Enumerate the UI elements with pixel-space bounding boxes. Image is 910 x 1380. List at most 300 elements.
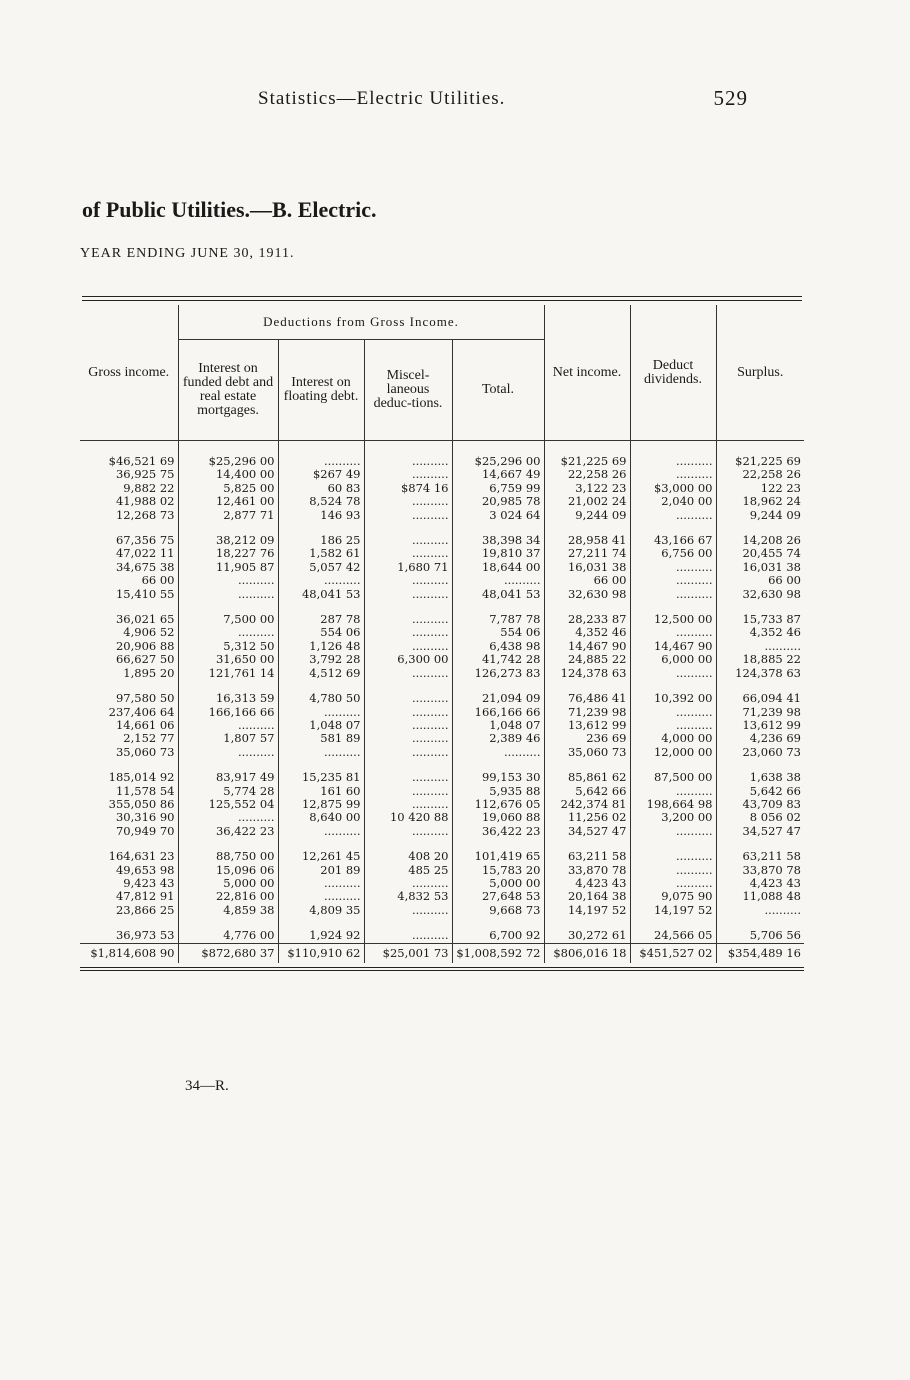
table-row	[80, 692, 804, 705]
table-cell: ..........	[364, 771, 452, 784]
table-cell: ..........	[364, 719, 452, 732]
table-row	[80, 561, 804, 574]
table-cell: ..........	[630, 588, 716, 601]
table-cell: 71,239 98	[742, 704, 801, 719]
table-cell: 4,000 00	[630, 732, 716, 745]
table-cell: ..........	[178, 811, 278, 824]
top-rule-1	[82, 296, 802, 297]
table-row	[80, 904, 804, 917]
col-header-1: Interest on funded debt and real estate mortgages.	[178, 340, 278, 441]
total-cell: $806,016 18	[544, 943, 630, 963]
table-row	[80, 732, 804, 745]
table-cell: ..........	[364, 640, 452, 653]
table-row	[80, 877, 804, 890]
table-cell: 4,236 69	[749, 731, 801, 746]
table-cell: 71,239 98	[544, 706, 630, 719]
table-cell: 4,832 53	[364, 890, 452, 903]
table-cell: ..........	[364, 441, 452, 469]
table-cell: 28,958 41	[544, 534, 630, 547]
table-cell: 8,524 78	[278, 495, 364, 508]
table-cell: 34,675 38	[80, 561, 178, 574]
table-cell: ..........	[364, 929, 452, 943]
table-cell: 166,166 66	[178, 706, 278, 719]
table-cell: ..........	[178, 626, 278, 639]
table-cell: 1,895 20	[80, 667, 178, 680]
table-cell: 85,861 62	[544, 771, 630, 784]
table-row	[80, 509, 804, 522]
table-cell: 99,153 30	[452, 771, 544, 784]
table-cell: ..........	[278, 877, 364, 890]
total-cell: $1,008,592 72	[452, 943, 544, 963]
table-row	[80, 640, 804, 653]
table-cell: 6,300 00	[364, 653, 452, 666]
table-cell: 66 00	[544, 574, 630, 587]
table-cell: 15,096 06	[178, 864, 278, 877]
table-cell: 66,627 50	[80, 653, 178, 666]
table-cell: ..........	[178, 719, 278, 732]
table-cell: ..........	[630, 561, 716, 574]
table-cell: 2,877 71	[178, 509, 278, 522]
year-line: YEAR ENDING JUNE 30, 1911.	[80, 246, 295, 261]
total-cell: $354,489 16	[716, 943, 804, 963]
table-cell: ..........	[764, 902, 801, 917]
table-cell: 14,667 49	[452, 468, 544, 481]
table-cell: 66 00	[768, 573, 801, 588]
table-row	[80, 534, 804, 547]
table-row	[80, 468, 804, 481]
statistics-table	[80, 305, 804, 963]
bottom-rule-2	[80, 970, 804, 971]
table-cell: ..........	[364, 904, 452, 917]
table-cell: 16,031 38	[742, 559, 801, 574]
table-cell: 33,870 78	[544, 864, 630, 877]
table-cell: ..........	[630, 574, 716, 587]
table-cell: ..........	[278, 890, 364, 903]
table-cell: 236 69	[544, 732, 630, 745]
table-cell: 22,258 26	[742, 467, 801, 482]
table-cell: ..........	[364, 785, 452, 798]
table-cell: $25,296 00	[178, 441, 278, 469]
table-cell: 27,211 74	[544, 547, 630, 560]
table-cell: 6,700 92	[452, 929, 544, 943]
table-cell: 14,661 06	[80, 719, 178, 732]
table-cell: 66 00	[80, 574, 178, 587]
table-cell: ..........	[178, 746, 278, 759]
table-row	[80, 864, 804, 877]
table-cell: 12,268 73	[80, 509, 178, 522]
table-row	[80, 811, 804, 824]
table-cell: ..........	[630, 509, 716, 522]
table-cell: ..........	[364, 746, 452, 759]
table-cell: 3 024 64	[452, 509, 544, 522]
table-cell: 20,455 74	[742, 546, 801, 561]
table-cell: ..........	[364, 613, 452, 626]
table-cell: 166,166 66	[452, 706, 544, 719]
table-cell: 43,166 67	[630, 534, 716, 547]
table-cell: 4,776 00	[178, 929, 278, 943]
table-cell: ..........	[630, 877, 716, 890]
table-cell: ..........	[364, 692, 452, 705]
table-row	[80, 850, 804, 863]
table-cell: 32,630 98	[742, 586, 801, 601]
total-cell: $25,001 73	[364, 943, 452, 963]
table-cell: 18,962 24	[742, 494, 801, 509]
table-cell: ..........	[364, 509, 452, 522]
table-cell: 554 06	[452, 626, 544, 639]
table-cell: ..........	[630, 850, 716, 863]
table-row	[80, 890, 804, 903]
table-cell: ..........	[364, 534, 452, 547]
table-cell: 125,552 04	[178, 798, 278, 811]
deductions-group-header: Deductions from Gross Income.	[178, 305, 544, 340]
table-cell: 186 25	[278, 534, 364, 547]
table-cell: 9,882 22	[80, 482, 178, 495]
table-cell: 4,512 69	[278, 667, 364, 680]
table-cell: 36,422 23	[178, 825, 278, 838]
table-cell: 10,392 00	[630, 692, 716, 705]
table-cell: 1,638 38	[749, 770, 801, 785]
table-cell: 1,048 07	[452, 719, 544, 732]
table-cell: 20,906 88	[80, 640, 178, 653]
table-cell: 35,060 73	[80, 746, 178, 759]
table-cell: ..........	[630, 864, 716, 877]
table-cell: ..........	[178, 588, 278, 601]
table-cell: 33,870 78	[742, 862, 801, 877]
table-cell: ..........	[278, 746, 364, 759]
table-cell: 4,352 46	[749, 625, 801, 640]
table-cell: 24,885 22	[544, 653, 630, 666]
table-cell: ..........	[364, 667, 452, 680]
col-header-5: Net income.	[544, 305, 630, 441]
table-cell: 124,378 63	[735, 665, 801, 680]
table-cell: 5,642 66	[749, 783, 801, 798]
table-cell: ..........	[764, 638, 801, 653]
table-cell: 4,906 52	[80, 626, 178, 639]
table-row	[80, 746, 804, 759]
table-cell: 21,094 09	[452, 692, 544, 705]
table-cell: ..........	[630, 706, 716, 719]
table-cell: 122 23	[760, 480, 801, 495]
table-cell: 12,500 00	[630, 613, 716, 626]
table-cell: 5,312 50	[178, 640, 278, 653]
table-cell: 146 93	[278, 509, 364, 522]
table-cell: 355,050 86	[80, 798, 178, 811]
table-cell: 22,816 00	[178, 890, 278, 903]
table-cell: 48,041 53	[452, 588, 544, 601]
table-cell: 121,761 14	[178, 667, 278, 680]
total-cell: $451,527 02	[630, 943, 716, 963]
table-cell: 554 06	[278, 626, 364, 639]
table-cell: 60 83	[278, 482, 364, 495]
table-cell: 3,122 23	[544, 482, 630, 495]
table-cell: 1,924 92	[278, 929, 364, 943]
table-cell: ..........	[364, 877, 452, 890]
table-cell: 12,261 45	[278, 850, 364, 863]
table-cell: ..........	[630, 667, 716, 680]
table-cell: 2,040 00	[630, 495, 716, 508]
table-cell: 14,197 52	[630, 904, 716, 917]
table-cell: 112,676 05	[452, 798, 544, 811]
table-row	[80, 574, 804, 587]
table-cell: 5,825 00	[178, 482, 278, 495]
table-cell: 4,423 43	[749, 875, 801, 890]
table-cell: 12,875 99	[278, 798, 364, 811]
table-cell: 14,467 90	[544, 640, 630, 653]
table-cell: ..........	[364, 495, 452, 508]
table-cell: ..........	[178, 574, 278, 587]
table-cell: 67,356 75	[80, 534, 178, 547]
table-cell: 201 89	[278, 864, 364, 877]
top-rule-2	[82, 300, 802, 301]
totals-row	[80, 943, 804, 963]
table-cell: 14,197 52	[544, 904, 630, 917]
table-cell: 9,668 73	[452, 904, 544, 917]
table-cell: 31,650 00	[178, 653, 278, 666]
table-cell: 14,208 26	[742, 533, 801, 548]
total-cell: $1,814,608 90	[80, 943, 178, 963]
running-title: Statistics—Electric Utilities.	[258, 88, 506, 109]
table-cell: ..........	[278, 574, 364, 587]
table-cell: 66,094 41	[742, 691, 801, 706]
table-cell: 76,486 41	[544, 692, 630, 705]
table-cell: 4,809 35	[278, 904, 364, 917]
table-cell: 30,316 90	[80, 811, 178, 824]
table-row	[80, 495, 804, 508]
table-cell: 36,021 65	[80, 613, 178, 626]
table-cell: 1,126 48	[278, 640, 364, 653]
total-cell: $872,680 37	[178, 943, 278, 963]
table-cell: 22,258 26	[544, 468, 630, 481]
table-cell: 237,406 64	[80, 706, 178, 719]
table-cell: 41,988 02	[80, 495, 178, 508]
table-row	[80, 771, 804, 784]
table-cell: 36,925 75	[80, 468, 178, 481]
table-cell: 11,905 87	[178, 561, 278, 574]
table-cell: 8 056 02	[749, 810, 801, 825]
table-cell: 83,917 49	[178, 771, 278, 784]
table-cell: $3,000 00	[630, 482, 716, 495]
table-cell: 36,422 23	[452, 825, 544, 838]
table-cell: 581 89	[278, 732, 364, 745]
table-cell: 124,378 63	[544, 667, 630, 680]
table-cell: 88,750 00	[178, 850, 278, 863]
table-cell: 87,500 00	[630, 771, 716, 784]
table-cell: 6,756 00	[630, 547, 716, 560]
table-cell: ..........	[630, 719, 716, 732]
table-cell: 4,352 46	[544, 626, 630, 639]
table-cell: 408 20	[364, 850, 452, 863]
table-cell: 6,759 99	[452, 482, 544, 495]
table-row	[80, 588, 804, 601]
table-cell: 1,807 57	[178, 732, 278, 745]
table-cell: 49,653 98	[80, 864, 178, 877]
table-row	[80, 441, 804, 469]
table-cell: 34,527 47	[742, 823, 801, 838]
col-header-0: Gross income.	[80, 305, 178, 441]
table-cell: 198,664 98	[630, 798, 716, 811]
col-header-7: Surplus.	[737, 364, 784, 380]
table-cell: 63,211 58	[742, 849, 801, 864]
table-cell: 97,580 50	[80, 692, 178, 705]
table-cell: 1,680 71	[364, 561, 452, 574]
table-row	[80, 613, 804, 626]
table-cell: ..........	[452, 746, 544, 759]
table-cell: 20,985 78	[452, 495, 544, 508]
table-cell: 35,060 73	[544, 746, 630, 759]
table-cell: 4,423 43	[544, 877, 630, 890]
table-cell: 48,041 53	[278, 588, 364, 601]
table-cell: 36,973 53	[80, 929, 178, 943]
table-row	[80, 825, 804, 838]
table-cell: 30,272 61	[544, 929, 630, 943]
table-cell: 15,235 81	[278, 771, 364, 784]
table-cell: 13,612 99	[742, 717, 801, 732]
table-row	[80, 929, 804, 943]
table-cell: 2,389 46	[452, 732, 544, 745]
table-cell: 101,419 65	[452, 850, 544, 863]
table-cell: 23,060 73	[742, 744, 801, 759]
section-title: of Public Utilities.—B. Electric.	[82, 197, 377, 222]
table-cell: 5,057 42	[278, 561, 364, 574]
table-cell: 5,642 66	[544, 785, 630, 798]
table-cell: 9,244 09	[544, 509, 630, 522]
table-cell: 70,949 70	[80, 825, 178, 838]
table-cell: ..........	[364, 732, 452, 745]
table-row	[80, 482, 804, 495]
table-cell: ..........	[364, 547, 452, 560]
table-cell: $21,225 69	[544, 441, 630, 469]
table-cell: 38,398 34	[452, 534, 544, 547]
table-cell: 2,152 77	[80, 732, 178, 745]
table-cell: ..........	[278, 706, 364, 719]
table-cell: 15,733 87	[742, 612, 801, 627]
table-cell: 16,031 38	[544, 561, 630, 574]
table-cell: 1,582 61	[278, 547, 364, 560]
table-cell: 287 78	[278, 613, 364, 626]
table-cell: 5,935 88	[452, 785, 544, 798]
table-cell: 24,566 05	[630, 929, 716, 943]
table-cell: 242,374 81	[544, 798, 630, 811]
table-cell: 18,885 22	[742, 652, 801, 667]
table-cell: 13,612 99	[544, 719, 630, 732]
table-cell: 9,423 43	[80, 877, 178, 890]
table-row	[80, 706, 804, 719]
table-cell: 3,200 00	[630, 811, 716, 824]
table-cell: 3,792 28	[278, 653, 364, 666]
table-cell: 4,859 38	[178, 904, 278, 917]
table-row	[80, 719, 804, 732]
table-cell: 20,164 38	[544, 890, 630, 903]
table-cell: 11,256 02	[544, 811, 630, 824]
table-body	[80, 441, 804, 964]
signature-mark: 34—R.	[185, 1078, 229, 1094]
table-cell: 32,630 98	[544, 588, 630, 601]
table-cell: ..........	[630, 626, 716, 639]
table-cell: 485 25	[364, 864, 452, 877]
table-row	[80, 785, 804, 798]
table-row	[80, 798, 804, 811]
table-cell: ..........	[630, 468, 716, 481]
table-cell: 12,000 00	[630, 746, 716, 759]
table-cell: 126,273 83	[452, 667, 544, 680]
table-cell: ..........	[364, 825, 452, 838]
table-cell: 5,000 00	[178, 877, 278, 890]
table-cell: 4,780 50	[278, 692, 364, 705]
table-cell: 18,644 00	[452, 561, 544, 574]
table-cell: ..........	[278, 441, 364, 469]
table-cell: 6,438 98	[452, 640, 544, 653]
table-cell: 16,313 59	[178, 692, 278, 705]
table-cell: ..........	[630, 441, 716, 469]
table-row	[80, 653, 804, 666]
table-cell: 185,014 92	[80, 771, 178, 784]
table-cell: 9,244 09	[749, 507, 801, 522]
table-cell: 1,048 07	[278, 719, 364, 732]
table-cell: 5,706 56	[749, 928, 801, 943]
table-cell: 14,467 90	[630, 640, 716, 653]
table-cell: 161 60	[278, 785, 364, 798]
bottom-rule-1	[80, 967, 804, 968]
table-cell: 164,631 23	[80, 850, 178, 863]
table-cell: ..........	[452, 574, 544, 587]
table-cell: 43,709 83	[742, 796, 801, 811]
statistics-table-wrap	[80, 305, 804, 971]
table-cell: 6,000 00	[630, 653, 716, 666]
table-cell: 9,075 90	[630, 890, 716, 903]
table-cell: 19,060 88	[452, 811, 544, 824]
table-cell: 15,783 20	[452, 864, 544, 877]
col-header-4: Total.	[452, 340, 544, 441]
table-cell: 10 420 88	[364, 811, 452, 824]
table-cell: 47,812 91	[80, 890, 178, 903]
table-cell: 28,233 87	[544, 613, 630, 626]
table-cell: 18,227 76	[178, 547, 278, 560]
table-cell: 7,787 78	[452, 613, 544, 626]
table-cell: ..........	[364, 798, 452, 811]
table-cell: 11,578 54	[80, 785, 178, 798]
table-cell: 63,211 58	[544, 850, 630, 863]
col-header-2: Interest on floating debt.	[278, 340, 364, 441]
table-cell: $874 16	[364, 482, 452, 495]
table-cell: $267 49	[278, 468, 364, 481]
page-number: 529	[713, 86, 748, 110]
table-cell: ..........	[630, 825, 716, 838]
table-cell: 19,810 37	[452, 547, 544, 560]
table-cell: 15,410 55	[80, 588, 178, 601]
table-row	[80, 547, 804, 560]
table-cell: 8,640 00	[278, 811, 364, 824]
table-cell: ..........	[364, 468, 452, 481]
table-cell: 23,866 25	[80, 904, 178, 917]
table-cell: ..........	[278, 825, 364, 838]
table-cell: 27,648 53	[452, 890, 544, 903]
table-cell: 5,774 28	[178, 785, 278, 798]
table-cell: ..........	[364, 626, 452, 639]
table-cell: 7,500 00	[178, 613, 278, 626]
table-cell: 21,002 24	[544, 495, 630, 508]
col-header-6: Deduct dividends.	[630, 305, 716, 441]
col-header-3: Miscel-laneous deduc-tions.	[364, 340, 452, 441]
table-cell: 47,022 11	[80, 547, 178, 560]
table-cell: 12,461 00	[178, 495, 278, 508]
table-cell: $46,521 69	[80, 441, 178, 469]
table-cell: 14,400 00	[178, 468, 278, 481]
table-row	[80, 626, 804, 639]
table-cell: 41,742 28	[452, 653, 544, 666]
table-cell: ..........	[630, 785, 716, 798]
table-cell: $25,296 00	[452, 441, 544, 469]
table-cell: 5,000 00	[452, 877, 544, 890]
